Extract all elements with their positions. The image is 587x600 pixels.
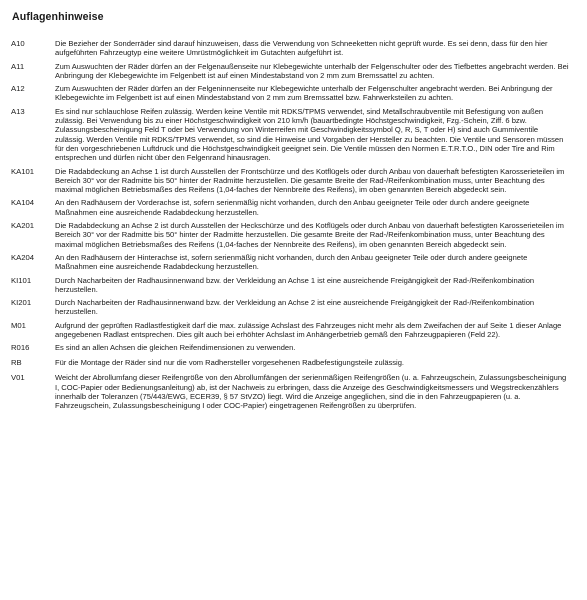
note-code: KA104 <box>11 198 35 208</box>
note-text: Durch Nacharbeiten der Radhausinnenwand bzw. der Verkleidung an Achse 1 ist eine ausreichende Freigängigkeit der Rad-/Reifenkombination herzustellen. <box>55 275 535 294</box>
note-item <box>0 253 587 272</box>
note-text: Die Radabdeckung an Achse 1 ist durch Ausstellen der Frontschürze und des Kotflügels oder durch Anbau von dauerhaft befestigten Karosserieteilen im Bereich 30° vor der Radmitte bis 50° hinter der Radmitte herzustellen. Die gesamte Breite der Rad-/Reifenkombination muss, unter Beachtung des maximal möglichen Betriebsmaßes des Reifens (1,04-faches der Nennbreite des Reifens), im oben genannten Bereich abgedeckt sein. <box>55 166 565 195</box>
note-text: Es sind an allen Achsen die gleichen Reifendimensionen zu verwenden. <box>55 343 296 353</box>
note-code: A13 <box>11 106 25 116</box>
note-code: M01 <box>11 320 26 330</box>
note-text: Für die Montage der Räder sind nur die vom Radhersteller vorgesehenen Radbefestigungsteile zulässig. <box>55 358 405 368</box>
note-text: Durch Nacharbeiten der Radhausinnenwand bzw. der Verkleidung an Achse 2 ist eine ausreichende Freigängigkeit der Rad-/Reifenkombination herzustellen. <box>55 298 535 317</box>
note-text: An den Radhäusern der Vorderachse ist, sofern serienmäßig nicht vorhanden, durch den Anbau geeigneter Teile oder durch andere geeignete Maßnahmen eine ausreichende Radabdeckung herzustellen. <box>55 198 530 217</box>
note-item <box>0 358 587 369</box>
note-text: Die Bezieher der Sonderräder sind darauf hinzuweisen, dass die Verwendung von Schneeketten nicht geprüft wurde. Es sei denn, dass für den hier aufgeführten Fahrzeugtyp eine weitere Umrüstmöglichkeit im Gutachten aufgeführt ist. <box>55 39 548 58</box>
note-text: An den Radhäusern der Hinterachse ist, sofern serienmäßig nicht vorhanden, durch den Anbau geeigneter Teile oder durch andere geeignete Maßnahmen eine ausreichende Radabdeckung herzustellen. <box>55 252 528 272</box>
note-item <box>0 343 587 354</box>
note-text: Die Radabdeckung an Achse 2 ist durch Ausstellen der Heckschürze und des Kotflügels oder durch Anbau von dauerhaft befestigten Karosserieteilen im Bereich 30° vor der Radmitte bis 50° hinter der Radmitte herzustellen. Die gesamte Breite der Rad-/Reifenkombination muss, unter Beachtung des maximal möglichen Betriebsmaßes des Reifens (1,04-faches der Nennbreite des Reifens), im oben genannten Bereich abgedeckt sein. <box>55 221 564 249</box>
note-code: R016 <box>11 343 30 353</box>
note-item <box>0 167 587 195</box>
note-code: RB <box>11 358 22 368</box>
note-item <box>0 107 587 163</box>
note-code: A10 <box>11 39 25 48</box>
note-item <box>0 39 587 58</box>
note-item <box>0 298 587 317</box>
page-title: Auflagenhinweise <box>12 11 104 23</box>
note-item <box>0 321 587 340</box>
note-code: KI201 <box>11 298 32 308</box>
note-item <box>0 198 587 217</box>
note-item <box>0 373 587 410</box>
note-text: Weicht der Abrollumfang dieser Reifengröße von den Abrollumfängen der serienmäßigen Reifengrößen (u. a. Fahrzeugschein, Zulassungsbescheinigung I, COC-Papier oder Bedienungsanleitung) ab, ist der Nachweis zu erbringen, dass die Anzeige des Geschwindigkeitsmessers und Wegstreckenzählers innerhalb der Toleranzen (75/443/EWG, ECER39, § 57 StVZO) liegt. Wird die Anzeige angeglichen, sind die in den Fahrzeugpapieren (u. a. Fahrzeugschein, Zulassungsbescheinigung I oder COC-Papier) eingetragenen Reifengrößen zu überprüfen. <box>55 373 567 411</box>
note-code: A11 <box>11 61 25 71</box>
note-text: Zum Auswuchten der Räder dürfen an der Felgeninnenseite nur Klebegewichte unterhalb der Felgenschulter angebracht werden. Bei Anbringung der Klebegewichte im Felgenbett ist auf einen Mindestabstand von 2 mm zum Bremssattel bzw. Fahrwerksteilen zu achten. <box>55 84 553 103</box>
note-text: Aufgrund der geprüften Radlastfestigkeit darf die max. zulässige Achslast des Fahrzeuges nicht mehr als dem Zweifachen der auf Seite 1 dieser Anlage angegebenen Radlast entsprechen. Dies gilt auch bei erhöhter Achslast im Anhängerbetrieb gemäß den Fahrzeugpapieren (Feld 22). <box>55 320 562 340</box>
note-code: KA204 <box>11 252 35 262</box>
note-item <box>0 62 587 81</box>
note-item <box>0 84 587 103</box>
note-text: Es sind nur schlauchlose Reifen zulässig. Werden keine Ventile mit RDKS/TPMS verwendet, sind Metallschraubventile mit Befestigung von außen zulässig. Bei Verwendung bis zu einer Höchstgeschwindigkeit von 210 km/h (bauartbedingte Höchstgeschwindigkeit, Fzg.-Schein, Ziff. 6 bzw. Zulassungsbescheinigung Feld T oder bei Verwendung von Winterreifen mit Geschwindigkeitssymbol Q, R, S, T oder H) sind auch Gummiventile zulässig. Werden Ventile mit RDKS/TPMS verwendet, so sind die Hinweise und Vorgaben der Hersteller zu beachten. Die Ventile und Sensoren müssen für den vorgeschriebenen Luftdruck und die Höchstgeschwindigkeit geeignet sein. Die Ventile müssen den Normen E.T.R.T.O., DIN oder Tire and Rim entsprechen und dürfen nicht über den Felgenrand hinausragen. <box>55 106 564 163</box>
note-code: A12 <box>11 84 25 94</box>
notes-list <box>0 39 587 415</box>
note-item <box>0 221 587 249</box>
note-code: KI101 <box>11 275 32 285</box>
note-item <box>0 276 587 295</box>
note-text: Zum Auswuchten der Räder dürfen an der Felgenaußenseite nur Klebegewichte unterhalb der Felgenschulter oder des Tiefbettes angebracht werden. Bei Anbringung der Klebegewichte im Felgenbett ist auf einen Mindestabstand von 2 mm zum Bremssattel zu achten. <box>55 61 569 80</box>
note-code: V01 <box>11 373 25 383</box>
note-code: KA101 <box>11 166 35 176</box>
note-code: KA201 <box>11 221 35 231</box>
